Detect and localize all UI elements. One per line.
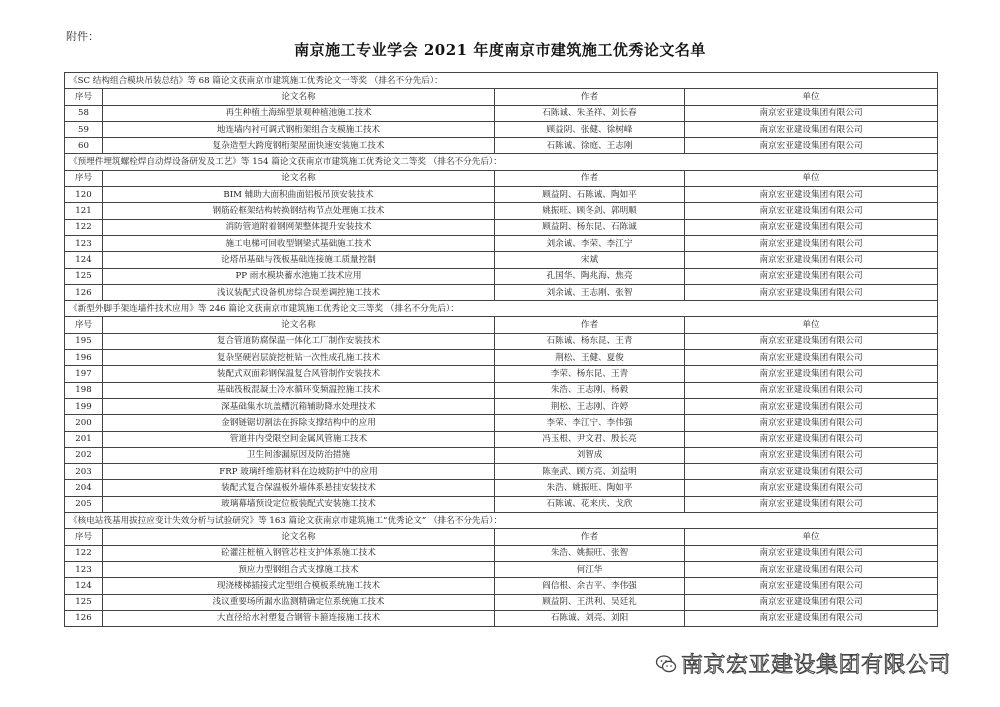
- unit-cell: 南京宏亚建设集团有限公司: [685, 333, 938, 349]
- header-unit: 单位: [685, 170, 938, 186]
- table-row: [65, 447, 938, 463]
- seq-cell: 120: [65, 187, 103, 203]
- unit-cell: 南京宏亚建设集团有限公司: [685, 268, 938, 284]
- authors-cell: 石陈诚、徐庭、王志刚: [495, 138, 685, 154]
- attachment-label: 附件：: [66, 30, 99, 43]
- unit-cell: 南京宏亚建设集团有限公司: [685, 252, 938, 268]
- header-authors: 作者: [495, 170, 685, 186]
- header-authors: 作者: [495, 89, 685, 105]
- seq-cell: 122: [65, 545, 103, 561]
- paper-title-cell: 论塔吊基础与筏板基础连接施工质量控制: [103, 252, 495, 268]
- paper-title-cell: 复合管道防腐保温一体化工厂制作安装技术: [103, 333, 495, 349]
- paper-title-cell: 消防管道附着钢网架整体提升安装技术: [103, 219, 495, 235]
- header-unit: 单位: [685, 529, 938, 545]
- paper-title-cell: 基础筏板混凝土冷水循环变频温控施工技术: [103, 382, 495, 398]
- authors-cell: 石陈诚、杨东昆、王青: [495, 333, 685, 349]
- authors-cell: 刘余诚、李荣、李江宁: [495, 235, 685, 251]
- table-row: [65, 480, 938, 496]
- paper-title-cell: 大直径给水衬塑复合钢管卡箍连接施工技术: [103, 610, 495, 626]
- section-caption-row: [65, 513, 938, 529]
- unit-cell: 南京宏亚建设集团有限公司: [685, 464, 938, 480]
- table-row: [65, 252, 938, 268]
- authors-cell: 荆松、王健、夏俊: [495, 350, 685, 366]
- table-row: [65, 121, 938, 137]
- header-seq: 序号: [65, 529, 103, 545]
- table-row: [65, 219, 938, 235]
- seq-cell: 59: [65, 121, 103, 137]
- unit-cell: 南京宏亚建设集团有限公司: [685, 138, 938, 154]
- authors-cell: 朱浩、姚振旺、张智: [495, 545, 685, 561]
- table-row: [65, 496, 938, 512]
- unit-cell: 南京宏亚建设集团有限公司: [685, 480, 938, 496]
- wechat-icon: [655, 653, 677, 675]
- header-unit: 单位: [685, 317, 938, 333]
- seq-cell: 201: [65, 431, 103, 447]
- authors-cell: 阎信根、余吉平、李伟强: [495, 578, 685, 594]
- table-row: [65, 203, 938, 219]
- seq-cell: 125: [65, 594, 103, 610]
- table-row: [65, 398, 938, 414]
- seq-cell: 124: [65, 578, 103, 594]
- paper-title-cell: 钢筋砼框架结构转换钢结构节点处理施工技术: [103, 203, 495, 219]
- watermark-text: 南京宏亚建设集团有限公司: [681, 653, 952, 678]
- authors-cell: 刘智成: [495, 447, 685, 463]
- header-paper: 论文名称: [103, 529, 495, 545]
- paper-title-cell: 砼灌注桩植入钢管芯柱支护体系施工技术: [103, 545, 495, 561]
- seq-cell: 197: [65, 366, 103, 382]
- header-seq: 序号: [65, 317, 103, 333]
- unit-cell: 南京宏亚建设集团有限公司: [685, 350, 938, 366]
- header-paper: 论文名称: [103, 89, 495, 105]
- seq-cell: 205: [65, 496, 103, 512]
- paper-title-cell: 管道井内受限空间金属风管施工技术: [103, 431, 495, 447]
- header-paper: 论文名称: [103, 170, 495, 186]
- unit-cell: 南京宏亚建设集团有限公司: [685, 219, 938, 235]
- paper-title-cell: PP 雨水模块蓄水池施工技术应用: [103, 268, 495, 284]
- authors-cell: 朱浩、姚振旺、陶如平: [495, 480, 685, 496]
- table-row: [65, 187, 938, 203]
- table-row: [65, 333, 938, 349]
- unit-cell: 南京宏亚建设集团有限公司: [685, 105, 938, 121]
- authors-cell: 荆松、王志刚、许婷: [495, 398, 685, 414]
- table-row: [65, 431, 938, 447]
- unit-cell: 南京宏亚建设集团有限公司: [685, 284, 938, 300]
- table-row: [65, 138, 938, 154]
- paper-title-cell: 装配式复合保温板外墙体系悬挂安装技术: [103, 480, 495, 496]
- authors-cell: 顾益阴、张健、徐树峰: [495, 121, 685, 137]
- unit-cell: 南京宏亚建设集团有限公司: [685, 496, 938, 512]
- seq-cell: 123: [65, 235, 103, 251]
- table-row: [65, 105, 938, 121]
- seq-cell: 60: [65, 138, 103, 154]
- authors-cell: 陈奎武、顾方亮、刘益明: [495, 464, 685, 480]
- authors-cell: 李荣、杨东昆、王青: [495, 366, 685, 382]
- paper-title-cell: 施工电梯可回收型钢梁式基础施工技术: [103, 235, 495, 251]
- authors-cell: 何江华: [495, 561, 685, 577]
- table-row: [65, 561, 938, 577]
- table-row: [65, 415, 938, 431]
- header-seq: 序号: [65, 89, 103, 105]
- unit-cell: 南京宏亚建设集团有限公司: [685, 203, 938, 219]
- header-authors: 作者: [495, 529, 685, 545]
- authors-cell: 石陈诚、花来庆、戈欣: [495, 496, 685, 512]
- seq-cell: 123: [65, 561, 103, 577]
- seq-cell: 58: [65, 105, 103, 121]
- header-unit: 单位: [685, 89, 938, 105]
- table-row: [65, 382, 938, 398]
- header-seq: 序号: [65, 170, 103, 186]
- paper-title-cell: 浅议重要场所漏水监测精确定位系统施工技术: [103, 594, 495, 610]
- paper-title-cell: 金钢链锯切割法在拆除支撑结构中的应用: [103, 415, 495, 431]
- column-header-row: [65, 317, 938, 333]
- unit-cell: 南京宏亚建设集团有限公司: [685, 398, 938, 414]
- section-caption-row: [65, 154, 938, 170]
- authors-cell: 冯玉根、尹文君、殷长亮: [495, 431, 685, 447]
- unit-cell: 南京宏亚建设集团有限公司: [685, 610, 938, 626]
- paper-title-cell: 深基础集水坑盖槽沉箱辅助降水处理技术: [103, 398, 495, 414]
- paper-title-cell: FRP 玻璃纤维筋材料在边坡防护中的应用: [103, 464, 495, 480]
- section-caption-row: [65, 73, 938, 89]
- authors-cell: 顾益阴、杨东昆、石陈诚: [495, 219, 685, 235]
- table-row: [65, 268, 938, 284]
- header-paper: 论文名称: [103, 317, 495, 333]
- table-row: [65, 284, 938, 300]
- seq-cell: 202: [65, 447, 103, 463]
- column-header-row: [65, 529, 938, 545]
- section-caption: 《核电站筏基用拔拉应变计失效分析与试验研究》等 163 篇论文获南京市建筑施工“优秀论文” （排名不分先后）：: [65, 513, 938, 529]
- table-row: [65, 464, 938, 480]
- authors-cell: 孔国华、陶兆海、焦亮: [495, 268, 685, 284]
- unit-cell: 南京宏亚建设集团有限公司: [685, 366, 938, 382]
- paper-title-cell: 地连墙内衬可调式钢桁架组合支模施工技术: [103, 121, 495, 137]
- unit-cell: 南京宏亚建设集团有限公司: [685, 578, 938, 594]
- table-row: [65, 545, 938, 561]
- award-table: [64, 72, 938, 627]
- seq-cell: 124: [65, 252, 103, 268]
- unit-cell: 南京宏亚建设集团有限公司: [685, 545, 938, 561]
- table-row: [65, 610, 938, 626]
- unit-cell: 南京宏亚建设集团有限公司: [685, 594, 938, 610]
- unit-cell: 南京宏亚建设集团有限公司: [685, 447, 938, 463]
- seq-cell: 200: [65, 415, 103, 431]
- unit-cell: 南京宏亚建设集团有限公司: [685, 431, 938, 447]
- column-header-row: [65, 89, 938, 105]
- section-caption: 《新型外脚手架连墙件技术应用》等 246 篇论文获南京市建筑施工优秀论文三等奖 （排名不分先后）：: [65, 301, 938, 317]
- authors-cell: 顾益阴、石陈诚、陶如平: [495, 187, 685, 203]
- document-title: 南京施工专业学会 2021 年度南京市建筑施工优秀论文名单: [294, 41, 706, 59]
- unit-cell: 南京宏亚建设集团有限公司: [685, 235, 938, 251]
- seq-cell: 203: [65, 464, 103, 480]
- section-caption: 《预埋件埋筑螺栓焊自动焊设备研发及工艺》等 154 篇论文获南京市建筑施工优秀论文二等奖 （排名不分先后）：: [65, 154, 938, 170]
- authors-cell: 宋斌: [495, 252, 685, 268]
- authors-cell: 朱浩、王志刚、杨毅: [495, 382, 685, 398]
- paper-title-cell: 复杂坚硬岩层旋挖桩钻一次性成孔施工技术: [103, 350, 495, 366]
- seq-cell: 121: [65, 203, 103, 219]
- table-row: [65, 578, 938, 594]
- seq-cell: 198: [65, 382, 103, 398]
- unit-cell: 南京宏亚建设集团有限公司: [685, 382, 938, 398]
- award-table-body: [65, 73, 938, 627]
- paper-title-cell: 装配式双面彩钢保温复合风管制作安装技术: [103, 366, 495, 382]
- seq-cell: 126: [65, 284, 103, 300]
- seq-cell: 125: [65, 268, 103, 284]
- authors-cell: 顾益阴、王洪利、吴廷礼: [495, 594, 685, 610]
- paper-title-cell: 浅议装配式设备机房综合误差调控施工技术: [103, 284, 495, 300]
- authors-cell: 石陈诚、刘亮、刘阳: [495, 610, 685, 626]
- seq-cell: 126: [65, 610, 103, 626]
- table-row: [65, 594, 938, 610]
- seq-cell: 204: [65, 480, 103, 496]
- seq-cell: 122: [65, 219, 103, 235]
- section-caption-row: [65, 301, 938, 317]
- table-row: [65, 235, 938, 251]
- unit-cell: 南京宏亚建设集团有限公司: [685, 415, 938, 431]
- seq-cell: 199: [65, 398, 103, 414]
- authors-cell: 刘余诚、王志刚、张智: [495, 284, 685, 300]
- authors-cell: 姚振旺、顾冬剑、郭明顺: [495, 203, 685, 219]
- paper-title-cell: 预应力型钢组合式支撑施工技术: [103, 561, 495, 577]
- authors-cell: 石陈诚、朱圣祥、刘长春: [495, 105, 685, 121]
- paper-title-cell: 玻璃幕墙预设定位板装配式安装施工技术: [103, 496, 495, 512]
- seq-cell: 196: [65, 350, 103, 366]
- authors-cell: 李荣、李江宁、李伟强: [495, 415, 685, 431]
- column-header-row: [65, 170, 938, 186]
- table-row: [65, 350, 938, 366]
- paper-title-cell: BIM 辅助大面积曲面铝板吊顶安装技术: [103, 187, 495, 203]
- table-row: [65, 366, 938, 382]
- paper-title-cell: 再生种植土海绵型景观种植池施工技术: [103, 105, 495, 121]
- paper-title-cell: 卫生间渗漏原因及防治措施: [103, 447, 495, 463]
- paper-title-cell: 复杂造型大跨度钢桁架屋面快速安装施工技术: [103, 138, 495, 154]
- paper-title-cell: 现浇楼梯插接式定型组合模板系统施工技术: [103, 578, 495, 594]
- header-authors: 作者: [495, 317, 685, 333]
- seq-cell: 195: [65, 333, 103, 349]
- watermark: [655, 648, 951, 679]
- unit-cell: 南京宏亚建设集团有限公司: [685, 121, 938, 137]
- section-caption: 《SC 结构组合模块吊装总结》等 68 篇论文获南京市建筑施工优秀论文一等奖 （排名不分先后）：: [65, 73, 938, 89]
- unit-cell: 南京宏亚建设集团有限公司: [685, 561, 938, 577]
- unit-cell: 南京宏亚建设集团有限公司: [685, 187, 938, 203]
